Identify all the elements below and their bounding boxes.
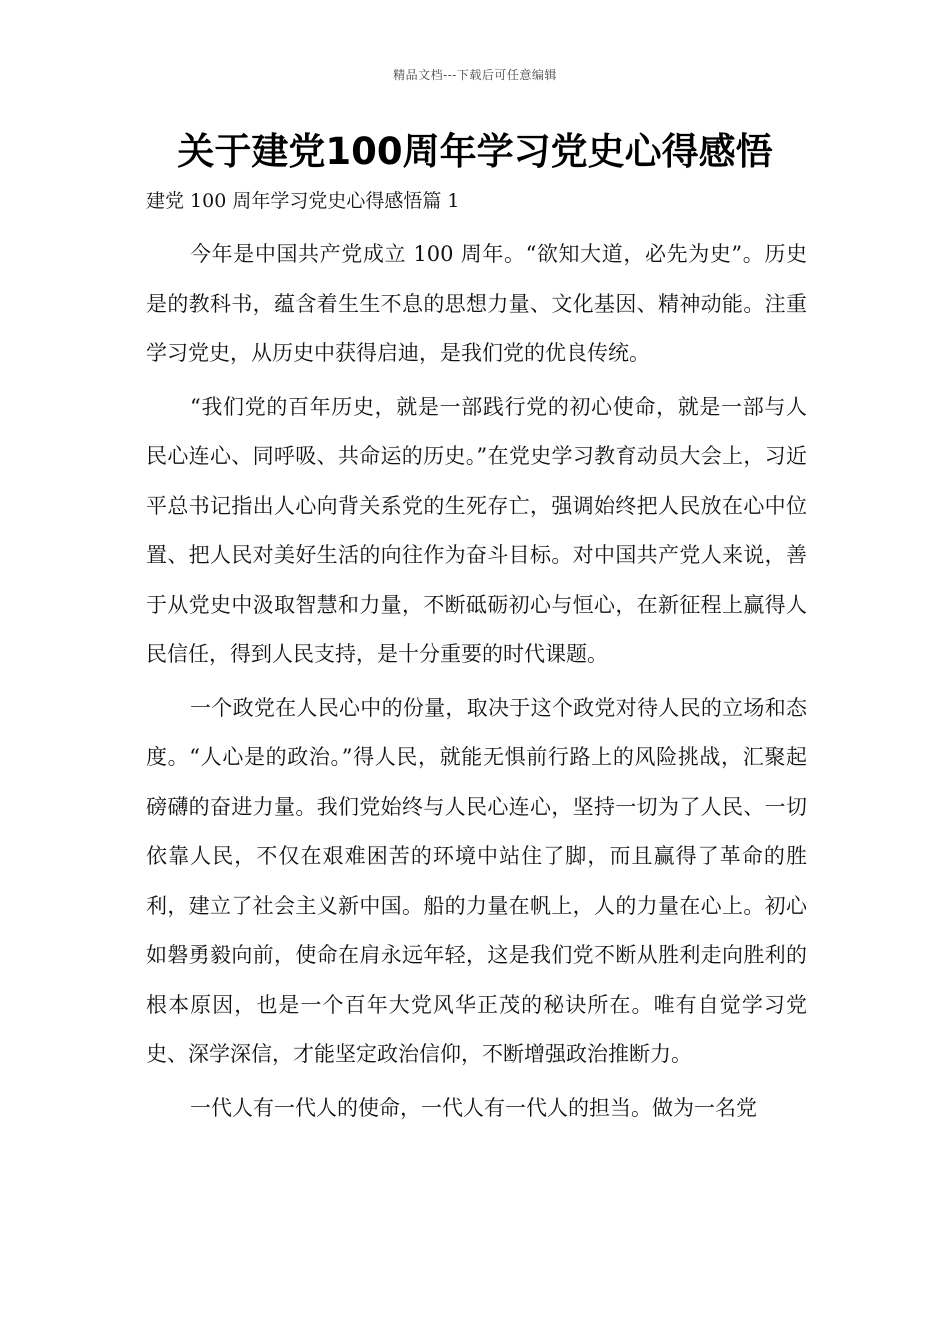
paragraph-4: 一代人有一代人的使命，一代人有一代人的担当。做为一名党 <box>190 1095 757 1120</box>
paragraph-3: 一个政党在人民心中的份量，取决于这个政党对待人民的立场和态度。“人心是的政治。”得人民，就能无惧前行路上的风险挑战，汇聚起磅礴的奋进力量。我们党始终与人民心连心，坚持一切为了人民、一切依靠人民，不仅在艰难困苦的环境中站住了脚，而且赢得了革命的胜利，建立了社会主义新中国。船的力量在帆上，人的力量在心上。初心如磐勇毅向前，使命在肩永远年轻，这是我们党不断从胜利走向胜利的根本原因，也是一个百年大党风华正茂的秘诀所在。唯有自觉学习党史、深学深信，才能坚定政治信仰，不断增强政治推断力。 <box>146 695 807 1066</box>
paragraph-1: 今年是中国共产党成立 100 周年。“欲知大道，必先为史”。历史是的教科书，蕴含着生生不息的思想力量、文化基因、精神动能。注重学习党史，从历史中获得启迪，是我们党的优良传统。 <box>146 242 807 365</box>
document-title: 关于建党100周年学习党史心得感悟 <box>177 130 773 173</box>
paragraph-2: “我们党的百年历史，就是一部践行党的初心使命，就是一部与人民心连心、同呼吸、共命运的历史。”在党史学习教育动员大会上，习近平总书记指出人心向背关系党的生死存亡，强调始终把人民放在心中位置、把人民对美好生活的向往作为奋斗目标。对中国共产党人来说，善于从党史中汲取智慧和力量，不断砥砺初心与恒心，在新征程上赢得人民信任，得到人民支持，是十分重要的时代课题。 <box>146 394 807 666</box>
header-note: 精品文档---下载后可任意编辑 <box>393 68 557 82</box>
document-body <box>146 230 807 1137</box>
document-subtitle: 建党 100 周年学习党史心得感悟篇 1 <box>146 190 460 212</box>
